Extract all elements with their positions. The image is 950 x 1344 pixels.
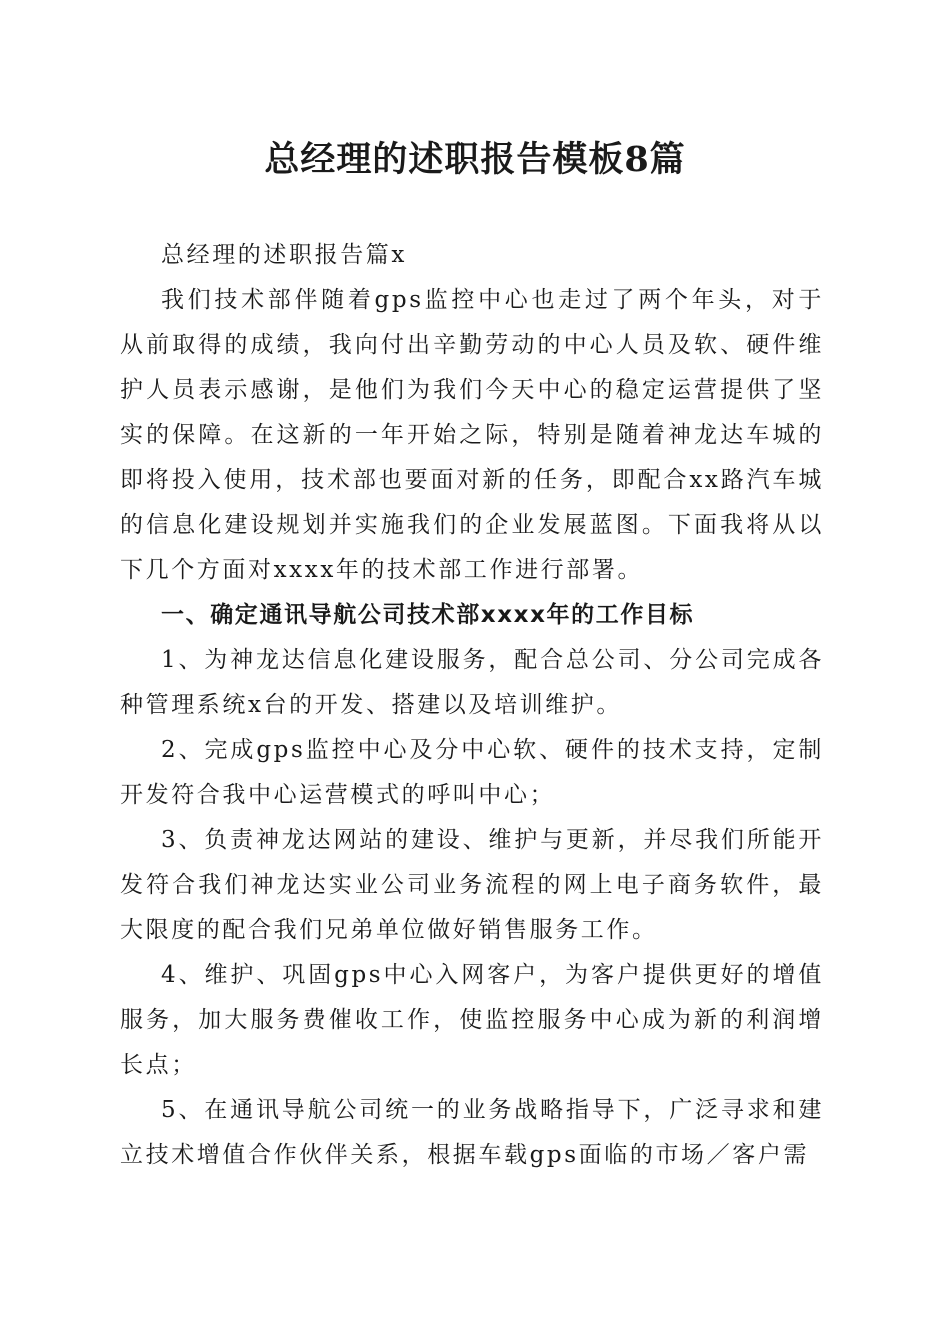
document-title: 总经理的述职报告模板8篇 [264, 139, 686, 180]
goal-item-4: 4、维护、巩固gps中心入网客户，为客户提供更好的增值服务，加大服务费催收工作，使监控服务中心成为新的利润增长点； [120, 962, 824, 1078]
report-subtitle: 总经理的述职报告篇x [161, 242, 407, 268]
goal-item-2: 2、完成gps监控中心及分中心软、硬件的技术支持，定制开发符合我中心运营模式的呼叫中心； [120, 737, 824, 808]
document-body [120, 233, 824, 1178]
goal-item-3: 3、负责神龙达网站的建设、维护与更新，并尽我们所能开发符合我们神龙达实业公司业务流程的网上电子商务软件，最大限度的配合我们兄弟单位做好销售服务工作。 [120, 827, 824, 943]
goal-item-5: 5、在通讯导航公司统一的业务战略指导下，广泛寻求和建立技术增值合作伙伴关系，根据车载gps面临的市场／客户需 [120, 1097, 824, 1168]
goal-item-1: 1、为神龙达信息化建设服务，配合总公司、分公司完成各种管理系统x台的开发、搭建以及培训维护。 [120, 647, 824, 718]
intro-paragraph: 我们技术部伴随着gps监控中心也走过了两个年头，对于从前取得的成绩，我向付出辛勤劳动的中心人员及软、硬件维护人员表示感谢，是他们为我们今天中心的稳定运营提供了坚实的保障。在这新的一年开始之际，特别是随着神龙达车城的即将投入使用，技术部也要面对新的任务，即配合xx路汽车城的信息化建设规划并实施我们的企业发展蓝图。下面我将从以下几个方面对xxxx年的技术部工作进行部署。 [120, 287, 824, 583]
section-heading: 一、确定通讯导航公司技术部xxxx年的工作目标 [161, 602, 695, 628]
